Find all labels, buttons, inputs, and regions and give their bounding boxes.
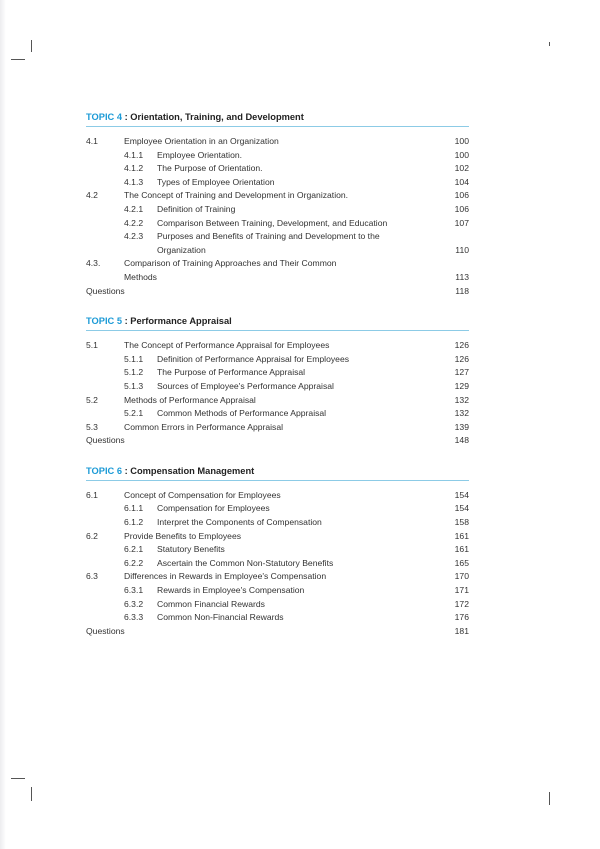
- page-number: 110: [455, 244, 469, 255]
- entry-title: Compensation for Employees: [157, 503, 270, 514]
- page-number: 181: [454, 625, 469, 636]
- page-number: 161: [454, 544, 469, 555]
- toc-entry[interactable]: [86, 543, 469, 557]
- page-number: 104: [454, 176, 469, 187]
- topic-separator: :: [122, 465, 131, 476]
- toc-entry[interactable]: [86, 162, 469, 176]
- section-number: 6.1.2: [124, 517, 144, 528]
- toc-entry[interactable]: [86, 176, 469, 190]
- topic-separator: :: [122, 316, 131, 327]
- entry-title: Common Financial Rewards: [157, 598, 265, 609]
- toc-entry-questions[interactable]: [86, 285, 469, 299]
- toc-entry[interactable]: [86, 189, 469, 203]
- toc-entry[interactable]: [86, 421, 469, 435]
- section-number: 6.3.3: [124, 612, 144, 623]
- page-number: 106: [454, 190, 469, 201]
- page-edge-shadow: [0, 0, 6, 849]
- toc-entry-questions[interactable]: [86, 625, 469, 639]
- toc-entry[interactable]: [86, 502, 469, 516]
- topic-section: [86, 314, 469, 448]
- page-number: 129: [454, 380, 469, 391]
- section-number: 5.1: [86, 340, 98, 351]
- page-number: 161: [454, 530, 469, 541]
- section-number: 4.1.3: [124, 176, 144, 187]
- section-number: 4.1.1: [124, 149, 144, 160]
- topic-label: TOPIC 6: [86, 465, 122, 476]
- toc-entry[interactable]: [86, 217, 469, 231]
- topic-separator: :: [122, 112, 131, 122]
- entry-title: Methods of Performance Appraisal: [124, 394, 256, 405]
- page-number: 139: [454, 421, 469, 432]
- page-number: 127: [454, 367, 469, 378]
- topic-title: Orientation, Training, and Development: [130, 112, 304, 122]
- page-number: 172: [454, 598, 469, 609]
- section-number: 4.2: [86, 190, 98, 201]
- crop-mark-bottom-right: [549, 792, 550, 805]
- page-number: 100: [454, 136, 469, 146]
- page-number: 100: [454, 149, 469, 160]
- page-number: 158: [454, 517, 469, 528]
- entry-title: Ascertain the Common Non-Statutory Benefits: [157, 557, 334, 568]
- entry-title: Organization: [157, 244, 206, 255]
- section-number: 6.3: [86, 571, 98, 582]
- toc-entry[interactable]: [86, 203, 469, 217]
- section-number: 4.3.: [86, 258, 101, 269]
- entry-title: Types of Employee Orientation: [157, 176, 275, 187]
- crop-mark-top-left-vertical: [31, 40, 32, 52]
- entry-title: Sources of Employee's Performance Appraisal: [157, 380, 334, 391]
- section-number: 5.1.1: [124, 353, 144, 364]
- entry-title: Definition of Training: [157, 203, 236, 214]
- crop-mark-bottom-left-horizontal: [11, 778, 25, 779]
- entry-title: Common Errors in Performance Appraisal: [124, 421, 284, 432]
- entry-title: Statutory Benefits: [157, 544, 225, 555]
- page-number: 165: [454, 557, 469, 568]
- entry-title: Common Methods of Performance Appraisal: [157, 408, 327, 419]
- page-number: 132: [454, 408, 469, 419]
- topic-section: [86, 110, 469, 298]
- section-number: 4.2.2: [124, 217, 144, 228]
- section-number: 4.2.1: [124, 203, 144, 214]
- toc-entry[interactable]: [86, 149, 469, 163]
- page-number: 148: [454, 435, 469, 446]
- entry-title: The Concept of Training and Development in Organization.: [124, 190, 349, 201]
- topic-label: TOPIC 5: [86, 316, 122, 327]
- topic-header: [86, 110, 469, 127]
- entry-title: The Purpose of Orientation.: [157, 163, 263, 174]
- toc-entry[interactable]: [86, 489, 469, 503]
- topic-header: [86, 464, 469, 481]
- page-number: 106: [454, 203, 469, 214]
- page-number: 113: [455, 271, 469, 282]
- toc-entry[interactable]: [86, 530, 469, 544]
- page-number: 107: [454, 217, 469, 228]
- toc-entry[interactable]: [86, 407, 469, 421]
- toc-entry[interactable]: [86, 257, 469, 271]
- section-number: 4.1.2: [124, 163, 144, 174]
- crop-mark-top-right: [549, 42, 550, 46]
- topic-title: Performance Appraisal: [130, 316, 232, 327]
- page-number: 132: [454, 394, 469, 405]
- entry-title: Comparison Between Training, Development, and Education: [157, 217, 388, 228]
- page-number: 126: [454, 340, 469, 351]
- topic-title: Compensation Management: [130, 465, 255, 476]
- section-number: 6.1: [86, 489, 98, 500]
- entry-title: Questions: [86, 435, 125, 446]
- entry-title: Definition of Performance Appraisal for Employees: [157, 353, 350, 364]
- page-number: 170: [454, 571, 469, 582]
- toc-entry[interactable]: [86, 557, 469, 571]
- toc-entry-continuation[interactable]: [86, 271, 469, 285]
- toc-entry[interactable]: [86, 516, 469, 530]
- crop-mark-bottom-left-vertical: [31, 787, 32, 801]
- table-of-contents: [86, 110, 469, 638]
- toc-entry[interactable]: [86, 394, 469, 408]
- toc-entry[interactable]: [86, 584, 469, 598]
- page-number: 154: [454, 489, 469, 500]
- section-number: 5.3: [86, 421, 98, 432]
- toc-entry[interactable]: [86, 135, 469, 149]
- toc-entry[interactable]: [86, 366, 469, 380]
- toc-entry[interactable]: [86, 339, 469, 353]
- section-number: 6.2.1: [124, 544, 144, 555]
- topic-section: [86, 464, 469, 639]
- entry-title: Rewards in Employee's Compensation: [157, 585, 305, 596]
- section-number: 4.2.3: [124, 231, 144, 242]
- toc-entry-continuation[interactable]: [86, 244, 469, 258]
- toc-entry[interactable]: [86, 611, 469, 625]
- page-number: 171: [454, 585, 469, 596]
- crop-mark-top-left-horizontal: [11, 59, 25, 60]
- page-number: 118: [455, 285, 469, 296]
- section-number: 5.1.2: [124, 367, 144, 378]
- entry-title: Concept of Compensation for Employees: [124, 489, 281, 500]
- toc-entry[interactable]: [86, 353, 469, 367]
- entry-title: Provide Benefits to Employees: [124, 530, 242, 541]
- entry-title: Employee Orientation in an Organization: [124, 136, 279, 146]
- section-number: 6.3.1: [124, 585, 144, 596]
- toc-entry[interactable]: [86, 570, 469, 584]
- entry-title: Interpret the Components of Compensation: [157, 517, 322, 528]
- section-number: 5.1.3: [124, 380, 144, 391]
- entry-title: Employee Orientation.: [157, 149, 243, 160]
- page-number: 176: [454, 612, 469, 623]
- section-number: 4.1: [86, 136, 98, 146]
- toc-entry-questions[interactable]: [86, 434, 469, 448]
- entry-title: The Concept of Performance Appraisal for Employees: [124, 340, 330, 351]
- toc-entry[interactable]: [86, 598, 469, 612]
- section-number: 6.2: [86, 530, 98, 541]
- entry-title: Comparison of Training Approaches and Their Common: [124, 258, 337, 269]
- toc-entry[interactable]: [86, 380, 469, 394]
- section-number: 6.1.1: [124, 503, 144, 514]
- page-number: 102: [454, 163, 469, 174]
- entry-title: The Purpose of Performance Appraisal: [157, 367, 306, 378]
- entry-title: Common Non-Financial Rewards: [157, 612, 284, 623]
- section-number: 6.2.2: [124, 557, 144, 568]
- section-number: 5.2.1: [124, 408, 144, 419]
- entry-title: Differences in Rewards in Employee's Compensation: [124, 571, 327, 582]
- page-number: 126: [454, 353, 469, 364]
- section-number: 5.2: [86, 394, 98, 405]
- entry-title: Purposes and Benefits of Training and Development to the: [157, 231, 380, 242]
- entry-title: Questions: [86, 285, 125, 296]
- topic-label: TOPIC 4: [86, 112, 122, 122]
- page-number: 154: [454, 503, 469, 514]
- topic-header: [86, 314, 469, 331]
- section-number: 6.3.2: [124, 598, 144, 609]
- toc-entry[interactable]: [86, 230, 469, 244]
- entry-title: Methods: [124, 271, 157, 282]
- entry-title: Questions: [86, 625, 125, 636]
